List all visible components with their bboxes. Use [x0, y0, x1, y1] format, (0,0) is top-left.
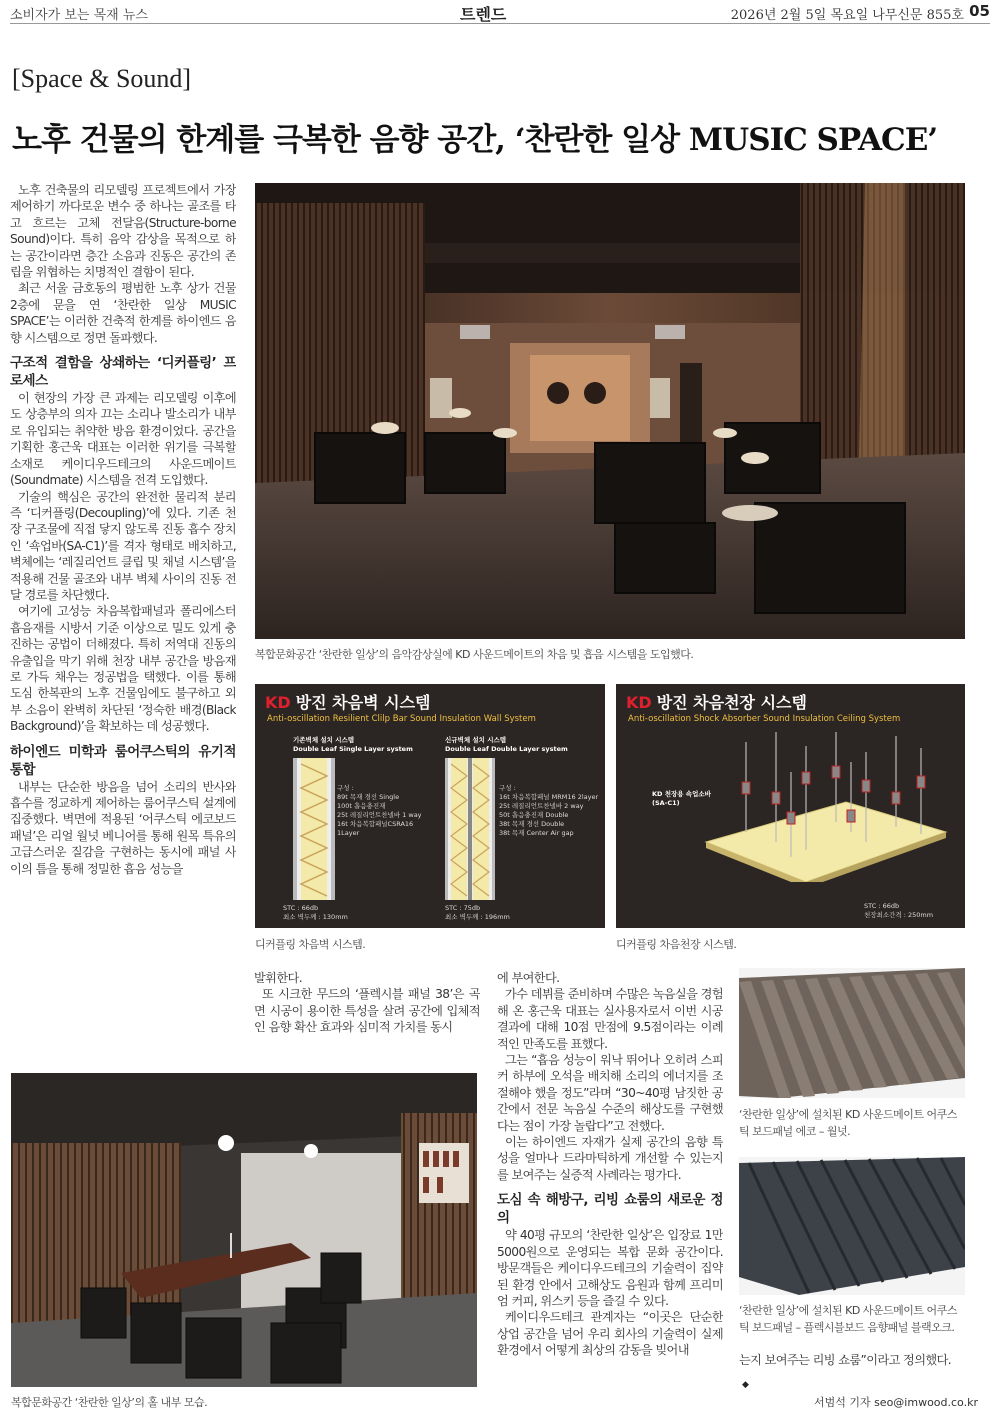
walnut-panel-photo [739, 968, 965, 1098]
paragraph: 여기에 고성능 차음복합패널과 폴리에스터 흡음재를 시방서 기준 이상으로 밀도 있게 충진하는 공법이 더해졌다. 특히 저역대 진동의 유출입을 막기 위해 천장 내부 공간을 방음재로 가득 채우는 정공법을 택했다. 이를 통해 도심 한복판의 노후 건물임에도 불구하고 외부 소음이 완벽히 차단된 ‘정숙한 배경(Black Background)’을 확보하는 데 성공했다. [10, 604, 236, 734]
paragraph: 또 시크한 무드의 ‘플렉시블 패널 38’은 곡면 시공이 용이한 특성을 살려 공간에 입체적인 음향 확산 효과와 심미적 가치를 동시 [254, 987, 480, 1035]
wall-diagram-title: KD 방진 차음벽 시스템 [265, 693, 431, 712]
article-column-3 [497, 970, 723, 1359]
hall-photo-caption: 복합문화공간 ‘찬란한 일상’의 홀 내부 모습. [11, 1396, 208, 1409]
ceiling-diagram-caption: 디커플링 차음천장 시스템. [616, 938, 737, 951]
hall-interior-illustration [11, 1073, 477, 1387]
end-mark: ◆ [742, 1380, 749, 1390]
wall-diagram-subtitle: Anti-oscillation Resilient Clilp Bar Sound Insulation Wall System [267, 714, 536, 724]
panel2-caption: ‘찬란한 일상’에 설치된 KD 사운드메이트 어쿠스틱 보드패널 – 플렉시블보드 음향패널 블랙오크. [739, 1304, 957, 1334]
ceiling-absorber-label: KD 천장용 쇽업소바 (SA-C1) [652, 790, 711, 807]
walnut-panel-illustration [739, 968, 965, 1098]
wall-left-title: 기존벽체 설치 시스템 Double Leaf Single Layer system [293, 736, 413, 753]
paragraph: 최근 서울 금호동의 평범한 노후 상가 건물 2층에 문을 연 ‘찬란한 일상 MUSIC SPACE’는 이러한 건축적 한계를 하이엔드 음향 시스템으로 정면 돌파했다. [10, 281, 236, 345]
paragraph: 발휘한다. [254, 971, 302, 985]
paragraph: 케이디우드테크 관계자는 “이곳은 단순한 상업 공간을 넘어 우리 회사의 기술력이 실제 환경에서 어떻게 최상의 감동을 빚어내 [497, 1310, 723, 1358]
header-section: 트렌드 [460, 5, 507, 24]
wall-double-layer-drawing [445, 758, 495, 900]
music-room-photo [255, 183, 965, 639]
paragraph: 내부는 단순한 방음을 넘어 소리의 반사와 흡수를 정교하게 제어하는 룸어쿠스틱 설계에 집중했다. 벽면에 적용된 ‘어쿠스틱 에코보드패널’은 리얼 월넛 베니어를 통해 원목 특유의 고급스러운 질감을 구현하는 동시에 패널 사이의 틈을 통해 정밀한 흡음 성능을 [10, 779, 236, 876]
header-date-issue: 2026년 2월 5일 목요일 나무신문 855호 [730, 8, 964, 23]
article-column-1 [10, 182, 236, 1052]
article-headline: 노후 건물의 한계를 극복한 음향 공간, ‘찬란한 일상 MUSIC SPACE’ [12, 122, 938, 158]
subheading: 도심 속 해방구, 리빙 쇼룸의 새로운 정의 [497, 1192, 723, 1227]
wall-right-title: 신규벽체 설치 시스템 Double Leaf Double Layer system [445, 736, 568, 753]
hall-interior-photo [11, 1073, 477, 1387]
wall-right-spec: 구성 : 16t 차음복합패널 MRM16 2layer 25t 레질리언트찬넬바 2 way 50t 흡음충진재 Double 38t 목재 경선 Double 38t 목재 Center Air gap [499, 784, 599, 837]
page-header [10, 0, 990, 24]
reporter-byline: 서범석 기자 seo@imwood.co.kr [813, 1396, 978, 1409]
black-oak-panel-illustration [739, 1157, 965, 1295]
article-kicker: [Space & Sound] [12, 64, 192, 93]
wall-diagram-caption: 디커플링 차음벽 시스템. [255, 938, 366, 951]
kd-logo: KD [265, 693, 291, 712]
music-room-illustration [255, 183, 965, 639]
main-photo-caption: 복합문화공간 ‘찬란한 일상’의 음악감상실에 KD 사운드메이트의 차음 및 흡음 시스템을 도입했다. [255, 648, 694, 661]
page-number: 05 [969, 2, 990, 20]
subheading: 하이엔드 미학과 룸어쿠스틱의 유기적 통합 [10, 743, 236, 778]
header-tagline: 소비자가 보는 목재 뉴스 [10, 8, 148, 23]
black-oak-panel-photo [739, 1157, 965, 1295]
paragraph: 는지 보여주는 리빙 쇼룸”이라고 정의했다. [739, 1353, 952, 1367]
ceiling-rating: STC : 66db 천장최소간격 : 250mm [864, 902, 934, 919]
subheading: 구조적 결함을 상쇄하는 ‘디커플링’ 프로세스 [10, 355, 236, 390]
paragraph: 이 현장의 가장 큰 과제는 리모델링 이후에도 상층부의 의자 끄는 소리나 발소리가 내부로 유입되는 취약한 방음 환경이었다. 공간을 기획한 홍근욱 대표는 이러한 위기를 극복할 소재로 케이디우드테크의 사운드메이트(Soundmate) 시스템을 전격 도입했다. [10, 391, 236, 488]
wall-system-diagram [255, 684, 605, 928]
kd-logo: KD [626, 693, 652, 712]
paragraph: 그는 “흡음 성능이 워낙 뛰어나 오히려 스피커 하부에 오석을 배치해 소리의 에너지를 조절해야 했을 정도”라며 “30~40평 남짓한 공간에서 전문 녹음실 수준의 해상도를 구현했다는 점이 가장 놀랍다”고 전했다. [497, 1053, 723, 1133]
paragraph: 가수 데뷔를 준비하며 수많은 녹음실을 경험해 온 홍근욱 대표는 실사용자로서 이번 시공 결과에 대해 10점 만점에 9.5점이라는 이례적인 만족도를 표했다. [497, 987, 723, 1051]
ceiling-diagram-title: KD 방진 차음천장 시스템 [626, 693, 807, 712]
ceiling-system-diagram [616, 684, 965, 928]
wall-left-spec: 구성 : 89t 목재 경선 Single 100t 흡음충진재 25t 레질리언트찬넬바 1 way 16t 차음복합패널CSRA16 1Layer [337, 784, 422, 837]
wall-left-rating: STC : 66db 최소 벽두께 : 130mm [283, 904, 348, 921]
paragraph: 이는 하이엔드 자재가 실제 공간의 음향 특성을 얼마나 드라마틱하게 개선할 수 있는지를 보여주는 실증적 사례라는 평가다. [497, 1135, 723, 1182]
paragraph: 에 부여한다. [497, 971, 560, 985]
panel1-caption: ‘찬란한 일상’에 설치된 KD 사운드메이트 어쿠스틱 보드패널 에코 – 월넛. [739, 1108, 957, 1138]
wall-right-rating: STC : 75db 최소 벽두께 : 196mm [445, 904, 510, 921]
wall-single-layer-drawing [293, 758, 335, 900]
paragraph: 약 40평 규모의 ‘찬란한 일상’은 입장료 1만5000원으로 운영되는 복합 문화 공간이다. 방문객들은 케이디우드테크의 기술력이 집약된 환경 안에서 고해상도 음원과 함께 프리미엄 커피, 위스키 등을 즐길 수 있다. [497, 1228, 723, 1308]
ceiling-drawing [676, 732, 956, 882]
ceiling-diagram-subtitle: Anti-oscillation Shock Absorber Sound Insulation Ceiling System [628, 714, 901, 724]
article-column-4 [739, 1352, 967, 1368]
article-column-2 [254, 970, 480, 1036]
paragraph: 노후 건축물의 리모델링 프로젝트에서 가장 제어하기 까다로운 변수 중 하나는 골조를 타고 흐르는 고체 전달음(Structure-borne Sound)이다. 특히 음악 감상을 목적으로 하는 공간이라면 층간 소음과 진동은 공간의 존립을 위협하는 치명적인 결함이 된다. [10, 183, 236, 280]
paragraph: 기술의 핵심은 공간의 완전한 물리적 분리 즉 ‘디커플링(Decoupling)’에 있다. 기존 천장 구조물에 직접 닿지 않도록 진동 흡수 장치인 ‘쇽업바(SA-C1)’를 격자 형태로 배치하고, 벽체에는 ‘레질리언트 클립 및 채널 시스템’을 적용해 건물 골조와 내부 벽체 사이의 진동 전달 경로를 차단했다. [10, 489, 236, 602]
